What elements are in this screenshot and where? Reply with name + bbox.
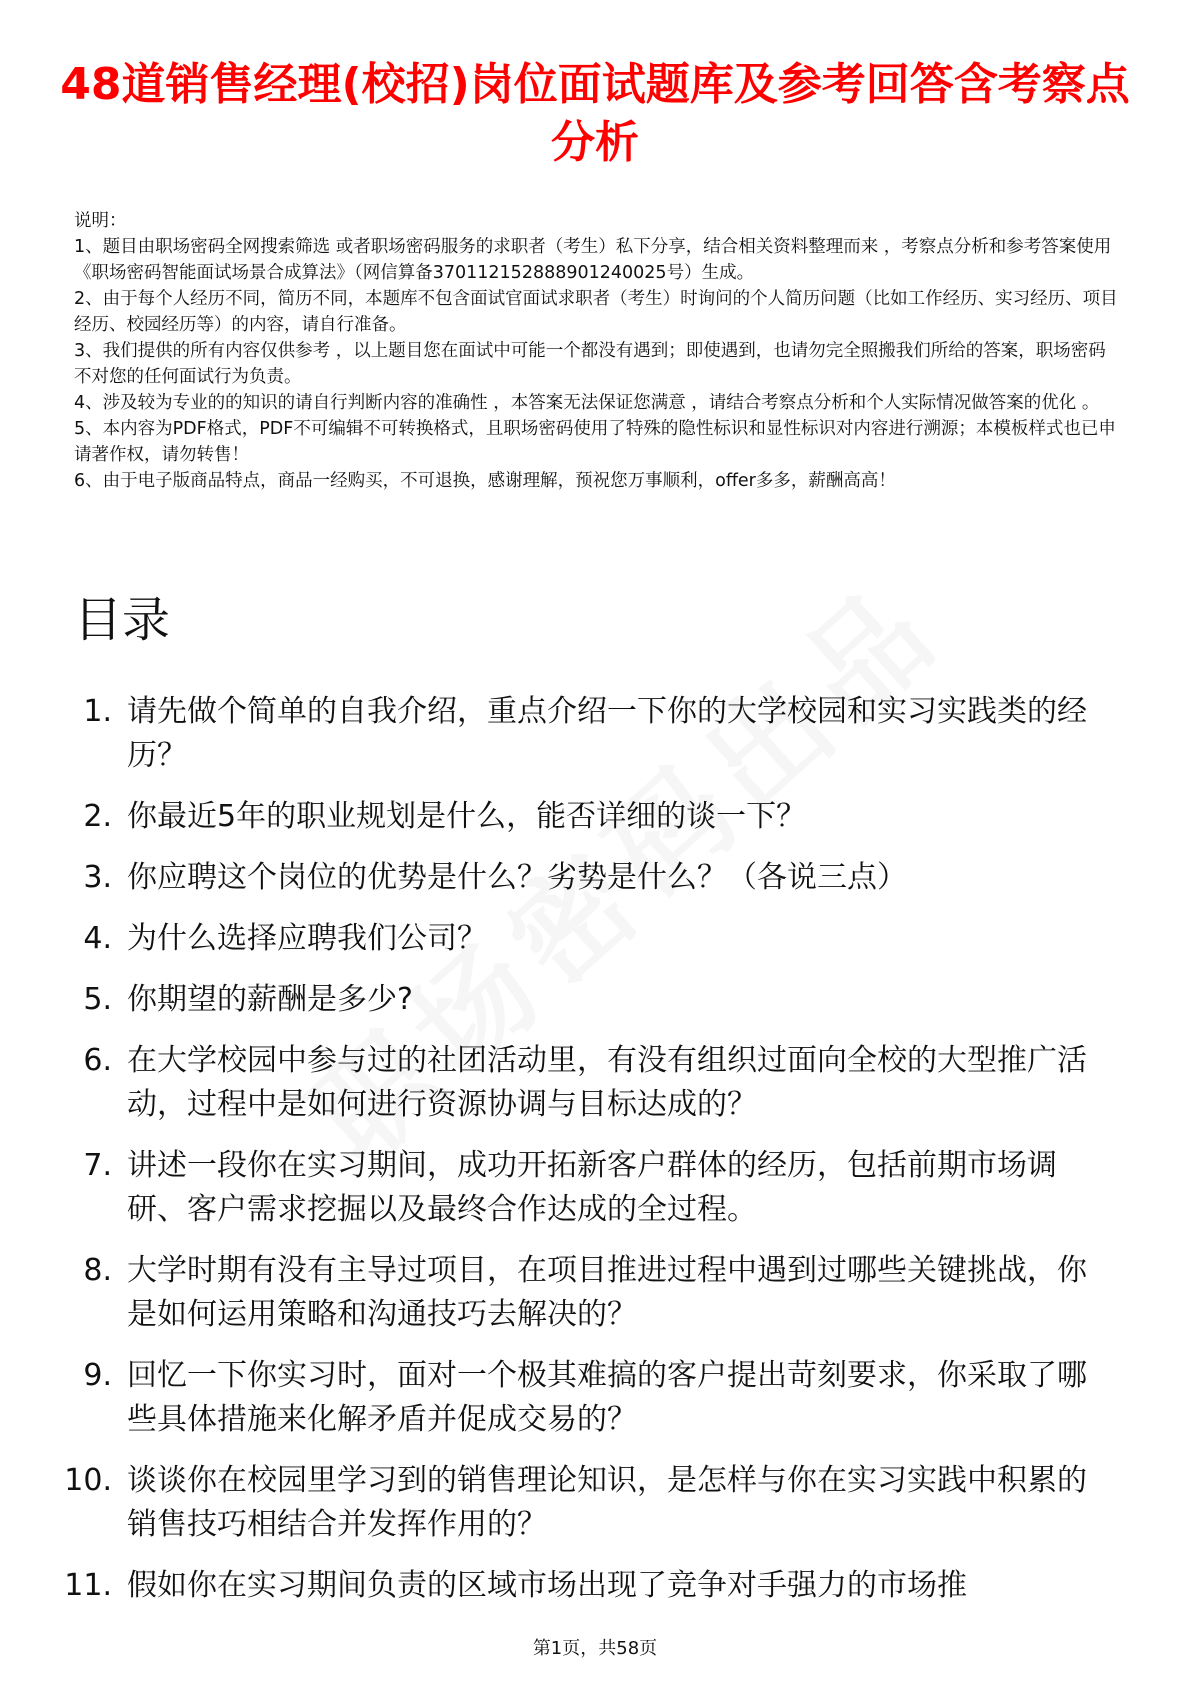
toc-item-text: 你最近5年的职业规划是什么，能否详细的谈一下？ [127, 799, 807, 834]
note-item: 5、本内容为PDF格式，PDF不可编辑不可转换格式，且职场密码使用了特殊的隐性标识和显性标识对内容进行溯源；本模板样式也已申请著作权，请勿转售！ [74, 419, 1116, 465]
toc-item-text: 为什么选择应聘我们公司？ [127, 921, 487, 956]
toc-item[interactable] [0, 1564, 1107, 1608]
toc-item-text: 回忆一下你实习时，面对一个极其难搞的客户提出苛刻要求，你采取了哪些具体措施来化解矛盾并促成交易的？ [127, 1358, 1087, 1437]
toc-item-text: 大学时期有没有主导过项目，在项目推进过程中遇到过哪些关键挑战，你是如何运用策略和沟通技巧去解决的？ [127, 1253, 1087, 1332]
toc-item-text: 讲述一段你在实习期间，成功开拓新客户群体的经历，包括前期市场调研、客户需求挖掘以及最终合作达成的全过程。 [127, 1148, 1057, 1227]
notes-heading: 说明： [74, 211, 127, 231]
toc-item[interactable] [0, 856, 1107, 900]
toc-item-text: 你期望的薪酬是多少? [127, 982, 413, 1017]
toc-item[interactable] [0, 1459, 1107, 1547]
toc-item[interactable] [0, 1354, 1107, 1442]
note-item: 3、我们提供的所有内容仅供参考 ，以上题目您在面试中可能一个都没有遇到；即使遇到，也请勿完全照搬我们所给的答案，职场密码不对您的任何面试行为负责。 [74, 341, 1106, 387]
toc-item[interactable] [0, 795, 1107, 839]
toc-item-number: 2. [83, 799, 112, 834]
toc-item-number: 9. [83, 1358, 112, 1393]
toc-item-number: 4. [83, 921, 112, 956]
toc-item-number: 11. [64, 1568, 112, 1603]
note-item: 6、由于电子版商品特点，商品一经购买，不可退换，感谢理解，预祝您万事顺利，offer多多，薪酬高高！ [74, 471, 896, 491]
toc-item-number: 10. [64, 1463, 112, 1498]
toc-item-number: 7. [83, 1148, 112, 1183]
toc-list [0, 690, 1190, 1625]
toc-item-text: 请先做个简单的自我介绍，重点介绍一下你的大学校园和实习实践类的经历？ [127, 694, 1087, 773]
document-title: 48道销售经理(校招)岗位面试题库及参考回答含考察点分析 [60, 59, 1130, 168]
note-item: 1、题目由职场密码全网搜索筛选 或者职场密码服务的求职者（考生）私下分享，结合相关资料整理而来 ，考察点分析和参考答案使用《职场密码智能面试场景合成算法》（网信算备370112152888901240025号）生成。 [74, 237, 1112, 283]
toc-item-text: 假如你在实习期间负责的区域市场出现了竞争对手强力的市场推 [127, 1568, 967, 1603]
note-item: 4、涉及较为专业的的知识的请自行判断内容的准确性 ，本答案无法保证您满意 ，请结合考察点分析和个人实际情况做答案的优化 。 [74, 393, 1100, 413]
toc-item[interactable] [0, 917, 1107, 961]
page-footer: 第1页，共58页 [532, 1638, 658, 1659]
toc-item[interactable] [0, 1144, 1107, 1232]
toc-item[interactable] [0, 690, 1107, 778]
toc-item-text: 谈谈你在校园里学习到的销售理论知识，是怎样与你在实习实践中积累的销售技巧相结合并发挥作用的？ [127, 1463, 1087, 1542]
toc-item[interactable] [0, 1039, 1107, 1127]
toc-item-number: 3. [83, 860, 112, 895]
toc-item-number: 5. [83, 982, 112, 1017]
toc-item-number: 1. [83, 694, 112, 729]
toc-item[interactable] [0, 1249, 1107, 1337]
toc-item-number: 6. [83, 1043, 112, 1078]
toc-heading: 目录 [74, 592, 171, 648]
toc-item-text: 你应聘这个岗位的优势是什么？劣势是什么？（各说三点） [127, 860, 907, 895]
toc-item[interactable] [0, 978, 1107, 1022]
toc-item-text: 在大学校园中参与过的社团活动里，有没有组织过面向全校的大型推广活动，过程中是如何进行资源协调与目标达成的？ [127, 1043, 1087, 1122]
notes-section [74, 208, 1119, 494]
note-item: 2、由于每个人经历不同，简历不同，本题库不包含面试官面试求职者（考生）时询问的个人简历问题（比如工作经历、实习经历、项目经历、校园经历等）的内容，请自行准备。 [74, 289, 1118, 335]
toc-item-number: 8. [83, 1253, 112, 1288]
